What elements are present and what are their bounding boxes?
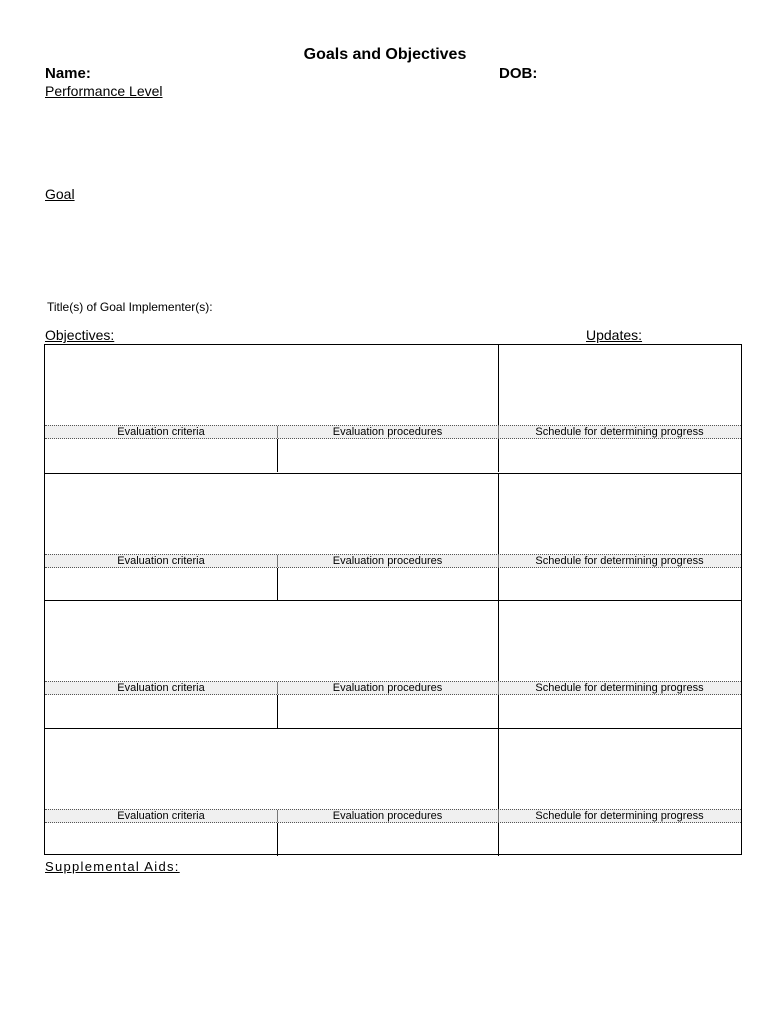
evaluation-procedures-header: Evaluation procedures bbox=[332, 554, 443, 567]
evaluation-criteria-header: Evaluation criteria bbox=[117, 809, 205, 822]
update-field[interactable] bbox=[499, 729, 741, 809]
name-label: Name: bbox=[45, 65, 91, 82]
evaluation-procedures-header: Evaluation procedures bbox=[332, 809, 443, 822]
form-title bbox=[0, 46, 770, 64]
goal-label: Goal bbox=[45, 186, 75, 202]
evaluation-criteria-field[interactable] bbox=[45, 568, 277, 601]
evaluation-criteria-header: Evaluation criteria bbox=[117, 554, 205, 567]
objective-field[interactable] bbox=[45, 601, 498, 681]
update-field[interactable] bbox=[499, 474, 741, 554]
updates-label: Updates: bbox=[586, 327, 643, 343]
objective-block bbox=[45, 345, 741, 473]
evaluation-criteria-header: Evaluation criteria bbox=[117, 682, 205, 694]
criteria-header-row bbox=[45, 809, 741, 823]
performance-level-label: Performance Level bbox=[45, 83, 163, 99]
evaluation-procedures-header: Evaluation procedures bbox=[332, 426, 443, 438]
criteria-header-row bbox=[45, 681, 741, 695]
update-field[interactable] bbox=[499, 601, 741, 681]
evaluation-criteria-field[interactable] bbox=[45, 823, 277, 856]
evaluation-procedures-field[interactable] bbox=[278, 695, 498, 728]
schedule-header: Schedule for determining progress bbox=[535, 809, 704, 822]
supplemental-aids-label: Supplemental Aids: bbox=[45, 859, 180, 874]
schedule-field[interactable] bbox=[499, 695, 741, 728]
objectives-table bbox=[44, 344, 742, 855]
evaluation-procedures-field[interactable] bbox=[278, 439, 498, 472]
objectives-label: Objectives: bbox=[45, 327, 115, 343]
objective-field[interactable] bbox=[45, 474, 498, 554]
evaluation-procedures-header: Evaluation procedures bbox=[332, 682, 443, 694]
dob-label: DOB: bbox=[499, 65, 538, 82]
objective-field[interactable] bbox=[45, 729, 498, 809]
schedule-field[interactable] bbox=[499, 823, 741, 856]
schedule-header: Schedule for determining progress bbox=[535, 426, 704, 438]
objective-block bbox=[45, 728, 741, 856]
schedule-header: Schedule for determining progress bbox=[535, 682, 704, 694]
objective-field[interactable] bbox=[45, 345, 498, 425]
criteria-header-row bbox=[45, 554, 741, 568]
criteria-header-row bbox=[45, 425, 741, 439]
evaluation-procedures-field[interactable] bbox=[278, 568, 498, 601]
goal-implementers-label: Title(s) of Goal Implementer(s): bbox=[47, 300, 213, 314]
schedule-field[interactable] bbox=[499, 568, 741, 601]
form-title-text: Goals and Objectives bbox=[303, 46, 467, 63]
objective-block bbox=[45, 600, 741, 728]
evaluation-criteria-field[interactable] bbox=[45, 695, 277, 728]
evaluation-criteria-header: Evaluation criteria bbox=[117, 426, 205, 438]
evaluation-procedures-field[interactable] bbox=[278, 823, 498, 856]
objective-block bbox=[45, 473, 741, 601]
evaluation-criteria-field[interactable] bbox=[45, 439, 277, 472]
update-field[interactable] bbox=[499, 345, 741, 425]
schedule-field[interactable] bbox=[499, 439, 741, 472]
schedule-header: Schedule for determining progress bbox=[535, 554, 704, 567]
